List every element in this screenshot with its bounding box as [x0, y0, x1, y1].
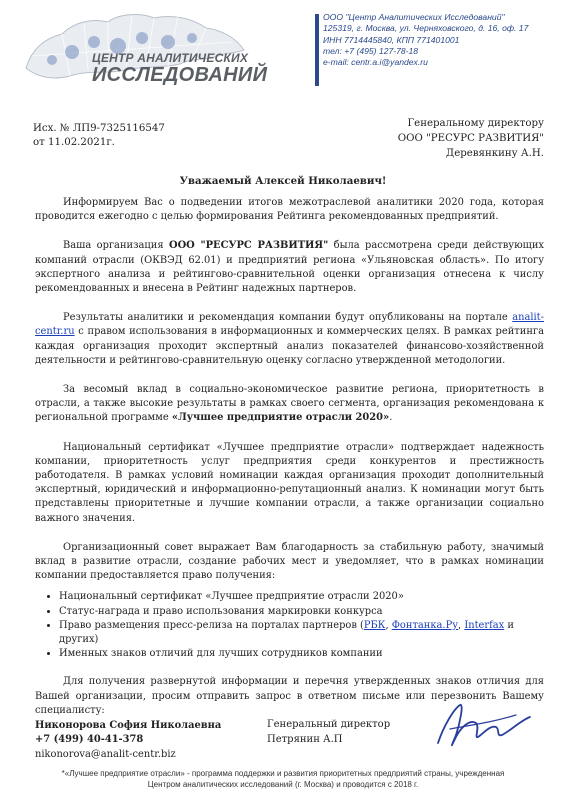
header-divider — [315, 14, 319, 86]
paragraph-4 — [35, 383, 544, 426]
company-phone: тел: +7 (495) 127-78-18 — [323, 45, 419, 56]
company-address: 125319, г. Москва, ул. Черняховского, д. 16, оф. 17 — [323, 23, 529, 34]
fontanka-link[interactable]: Фонтанка.Ру — [391, 619, 459, 631]
paragraph-1: Информируем Вас о подведении итогов межотраслевой аналитики 2020 года, которая проводится ежегодно с целью формирования Рейтинга рекомендованных предприятий. — [35, 197, 544, 223]
list-item: • Именных знаков отличий для лучших сотрудников компании — [59, 647, 544, 661]
benefits-list — [35, 590, 544, 661]
b3-sep1: , — [385, 619, 392, 631]
signature-icon — [420, 695, 540, 755]
signer-position: Генеральный директор — [267, 719, 391, 730]
logo-line1: ЦЕНТР АНАЛИТИЧЕСКИХ — [92, 51, 249, 65]
specialist-name: Никонорова София Николаевна — [35, 720, 222, 732]
p4-text-end: . — [389, 412, 393, 424]
reference-date: от 11.02.2021г. — [33, 137, 115, 148]
program-name: «Лучшее предприятие отрасли 2020» — [171, 412, 390, 424]
list-item: • Статус-награда и право использования маркировки конкурса — [59, 605, 544, 619]
specialist-phone: +7 (499) 40-41-378 — [35, 734, 144, 746]
company-name: ООО "Центр Аналитических Исследований" — [323, 12, 505, 22]
addressee-position: Генеральному директору — [407, 118, 544, 129]
company-logo — [22, 8, 268, 100]
b3-sep2: , — [458, 619, 465, 631]
p2-text-end: была рассмотрена среди действующих компаний отрасли (ОКВЭД 62.01) и предприятий региона «Ульяновская область». По итогу экспертного анализа и рейтингово-сравнительной оценки организация отнесена к числу рекомендованных и внесена в Рейтинг надежных партнеров. — [35, 240, 544, 295]
paragraph-3 — [35, 311, 544, 368]
interfax-link[interactable]: Interfax — [464, 619, 505, 631]
b3-text-end: и других) — [59, 619, 514, 646]
footnote — [0, 768, 566, 790]
rbc-link[interactable]: РБК — [363, 619, 386, 631]
list-item: • Национальный сертификат «Лучшее предприятие отрасли 2020» — [59, 590, 544, 604]
p2-text-start: Ваша организация — [63, 240, 169, 252]
list-item — [59, 619, 544, 647]
addressee-name: Деревянкину А.Н. — [445, 148, 544, 159]
specialist-email: nikonorova@analit-centr.biz — [35, 748, 176, 760]
company-inn: ИНН 7714445840, КПП 771401001 — [323, 34, 460, 45]
logo-text — [92, 52, 267, 85]
p4-text-start: За весомый вклад в социально-экономическое развитие региона, приоритетность в отрасли, а также высокие результаты в рамках своего сегмента, организация рекомендована к региональной программе — [35, 384, 544, 424]
footnote-line2: Центром аналитических исследований (г. Москва) и проводится с 2018 г. — [147, 780, 419, 789]
paragraph-7: Для получения развернутой информации и перечня утвержденных знаков отличия для Вашей организации, просим отправить запрос в ответном письме или перезвонить Вашему специалисту: — [35, 676, 544, 716]
reference-number: Исх. № ЛП9-7325116547 — [33, 123, 165, 134]
greeting: Уважаемый Алексей Николаевич! — [179, 175, 387, 187]
p3-text-start: Результаты аналитики и рекомендация компании будут опубликованы на портале — [63, 312, 513, 324]
paragraph-6: Организационный совет выражает Вам благодарность за стабильную работу, значимый вклад в развитие отрасли, создание рабочих мест и уведомляет, что в рамках номинации компании предоставляется право получения: — [35, 541, 544, 582]
p3-text-end: с правом использования в информационных и коммерческих целях. В рамках рейтинга каждая организация проходит экспертный анализ показателей финансово-хозяйственной деятельности и рейтингово-сравнительную оценку согласно утвержденной методологии. — [35, 326, 544, 366]
company-email: e-mail: centr.a.i@yandex.ru — [323, 57, 428, 68]
outgoing-reference — [33, 122, 165, 150]
letter-body — [35, 196, 544, 762]
logo-line2: ИССЛЕДОВАНИЙ — [92, 64, 268, 86]
signer-block — [267, 718, 390, 747]
footnote-line1: *«Лучшее предприятие отрасли» - программа поддержки и развития приоритетных предприятий страны, учрежденная — [61, 769, 505, 778]
addressee-company: ООО "РЕСУРС РАЗВИТИЯ" — [397, 133, 544, 144]
company-highlight: ООО "РЕСУРС РАЗВИТИЯ" — [168, 240, 329, 252]
addressee-block — [398, 116, 544, 161]
signer-name: Петрянин А.П — [267, 733, 343, 745]
portal-link[interactable]: analit-centr.ru — [35, 312, 544, 338]
company-details — [323, 12, 528, 68]
paragraph-5: Национальный сертификат «Лучшее предприятие отрасли» подтверждает надежность компании, приоритетность услуг предприятия среди конкурентов и престижность работодателя. В рамках условий номинации каждая организация проходит дополнительный экспертный, юридический и информационно-репутационный анализ. К номинации могут быть представлены приоритетные и лучшие компании отрасли, а также организации социально важного значения. — [35, 441, 544, 524]
b3-text-start: Право размещения пресс-релиза на порталах партнеров ( — [59, 619, 364, 631]
paragraph-2 — [35, 239, 544, 296]
